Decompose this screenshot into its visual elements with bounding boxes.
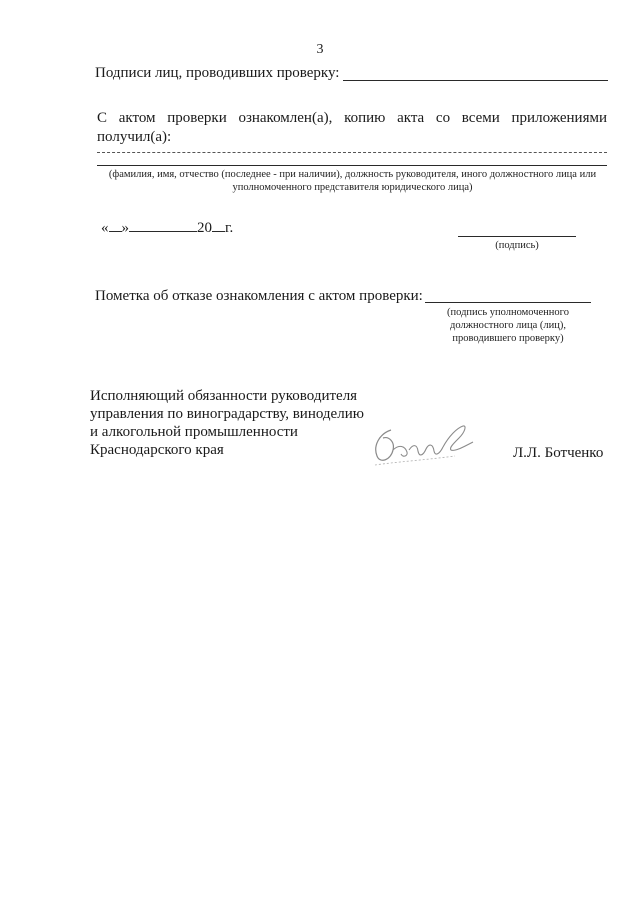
date-close-quote: » — [121, 220, 129, 236]
page-number: 3 — [316, 42, 324, 57]
acknowledgment-caption-2: уполномоченного представителя юридического лица) — [232, 182, 473, 193]
acknowledgment-text-received: получил(а): — [97, 129, 172, 145]
official-title-line-2: управления по виноградарству, виноделию — [90, 406, 364, 422]
date-field — [101, 219, 233, 237]
refusal-label: Пометка об отказе ознакомления с актом проверки: — [95, 288, 423, 304]
acknowledgment-name-line-2 — [97, 165, 607, 166]
acknowledgment-name-line-1 — [97, 152, 607, 153]
date-year-suffix: г. — [225, 220, 234, 236]
inspectors-signatures-label: Подписи лиц, проводивших проверку: — [95, 65, 340, 81]
refusal-caption-1: (подпись уполномоченного — [447, 307, 569, 318]
date-open-quote: « — [101, 220, 109, 236]
refusal-caption-3: проводившего проверку) — [452, 333, 564, 344]
signature-line — [458, 236, 576, 237]
official-title-line-1: Исполняющий обязанности руководителя — [90, 388, 358, 404]
official-name: Л.Л. Ботченко — [513, 445, 604, 461]
inspectors-signatures-line — [343, 80, 608, 81]
refusal-caption-2: должностного лица (лиц), — [450, 320, 566, 331]
official-title-line-4: Краснодарского края — [90, 442, 224, 458]
date-year-prefix: 20 — [197, 220, 212, 236]
date-month-blank — [129, 231, 197, 232]
acknowledgment-text: С актом проверки ознакомлен(а), копию акта со всеми приложениями — [97, 110, 607, 126]
signature-caption: (подпись) — [495, 240, 539, 251]
official-title-line-3: и алкогольной промышленности — [90, 424, 298, 440]
date-year-blank — [212, 231, 225, 232]
refusal-signature-line — [425, 302, 591, 303]
handwritten-signature — [365, 420, 485, 470]
acknowledgment-caption-1: (фамилия, имя, отчество (последнее - при наличии), должность руководителя, иного должностного лица или — [108, 169, 597, 180]
date-day-blank — [109, 231, 122, 232]
